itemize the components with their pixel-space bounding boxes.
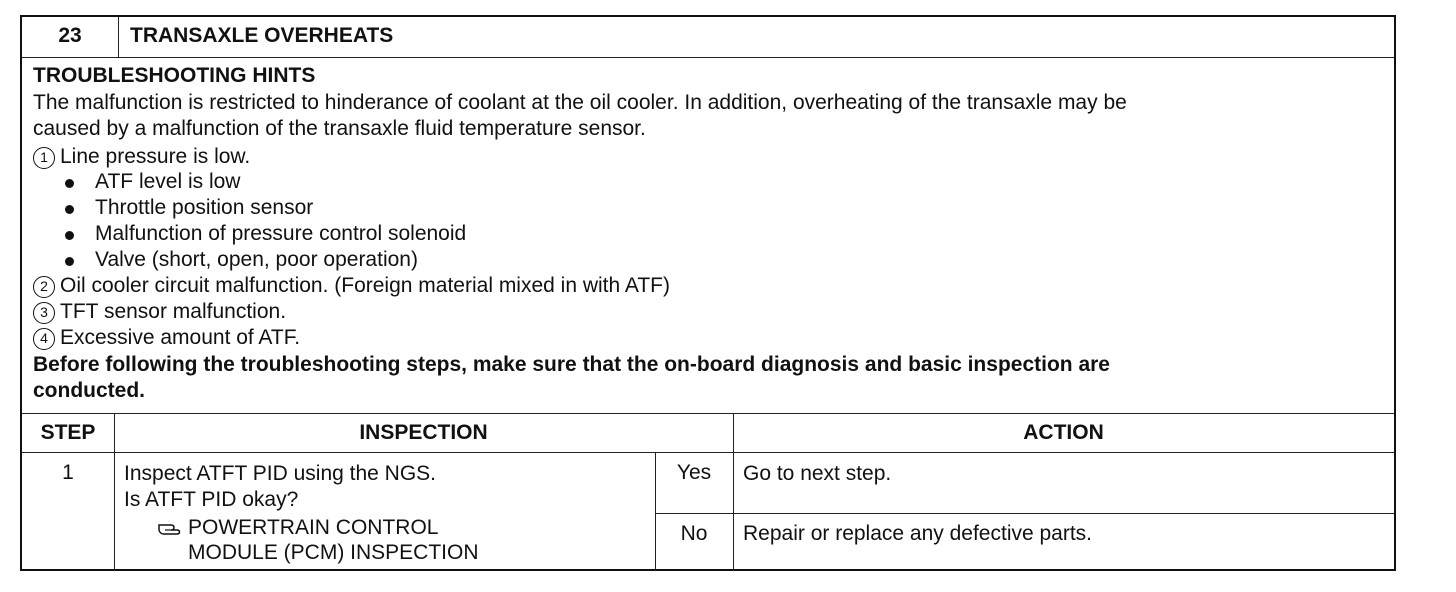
inspection-text-line1: Inspect ATFT PID using the NGS. — [124, 462, 437, 485]
col-header-step: STEP — [40, 421, 96, 444]
col-header-action: ACTION — [1023, 421, 1104, 444]
procedure-number: 23 — [58, 24, 82, 47]
hint-bullet-2: Throttle position sensor — [95, 196, 314, 219]
bullet-icon — [65, 231, 74, 240]
inspection-text-line2: Is ATFT PID okay? — [124, 488, 299, 511]
table-header-rule — [22, 452, 1394, 453]
bullet-icon — [65, 179, 74, 188]
hints-intro-line1: The malfunction is restricted to hinderance of coolant at the oil cooler. In addition, overheating of the transaxle may be — [33, 91, 1127, 114]
no-label: No — [680, 522, 708, 545]
circled-number-3: 3 — [33, 302, 55, 324]
hint-item-1: Line pressure is low. — [60, 145, 251, 168]
hint-bullet-1: ATF level is low — [95, 170, 241, 193]
no-action: Repair or replace any defective parts. — [743, 522, 1093, 545]
yes-action: Go to next step. — [743, 462, 892, 485]
circled-number-2: 2 — [33, 276, 55, 298]
pointing-hand-icon — [157, 520, 183, 538]
hints-heading: TROUBLESHOOTING HINTS — [33, 64, 316, 87]
hint-item-3: TFT sensor malfunction. — [60, 300, 287, 323]
hint-bullet-3: Malfunction of pressure control solenoid — [95, 222, 467, 245]
bullet-icon — [65, 257, 74, 266]
header-rule — [22, 57, 1394, 58]
reference-line1: POWERTRAIN CONTROL — [188, 516, 439, 539]
procedure-title: TRANSAXLE OVERHEATS — [130, 24, 394, 47]
hint-item-2: Oil cooler circuit malfunction. (Foreign material mixed in with ATF) — [60, 274, 670, 297]
circled-number-1: 1 — [33, 147, 55, 169]
circled-number-4: 4 — [33, 328, 55, 350]
table-top-rule — [22, 413, 1394, 414]
step-number: 1 — [62, 461, 74, 484]
yes-label: Yes — [676, 461, 712, 484]
hints-note-line2: conducted. — [33, 379, 146, 402]
hints-note-line1: Before following the troubleshooting steps, make sure that the on-board diagnosis and basic inspection are — [33, 353, 1110, 376]
bullet-icon — [65, 205, 74, 214]
col-header-inspection: INSPECTION — [359, 421, 488, 444]
yes-no-row-rule — [655, 513, 1394, 514]
hints-intro-line2: caused by a malfunction of the transaxle fluid temperature sensor. — [33, 117, 646, 140]
hint-item-4: Excessive amount of ATF. — [60, 326, 301, 349]
reference-line2: MODULE (PCM) INSPECTION — [188, 541, 479, 564]
troubleshooting-sheet — [20, 15, 1396, 571]
hint-bullet-4: Valve (short, open, poor operation) — [95, 248, 418, 271]
header-divider — [118, 17, 119, 57]
